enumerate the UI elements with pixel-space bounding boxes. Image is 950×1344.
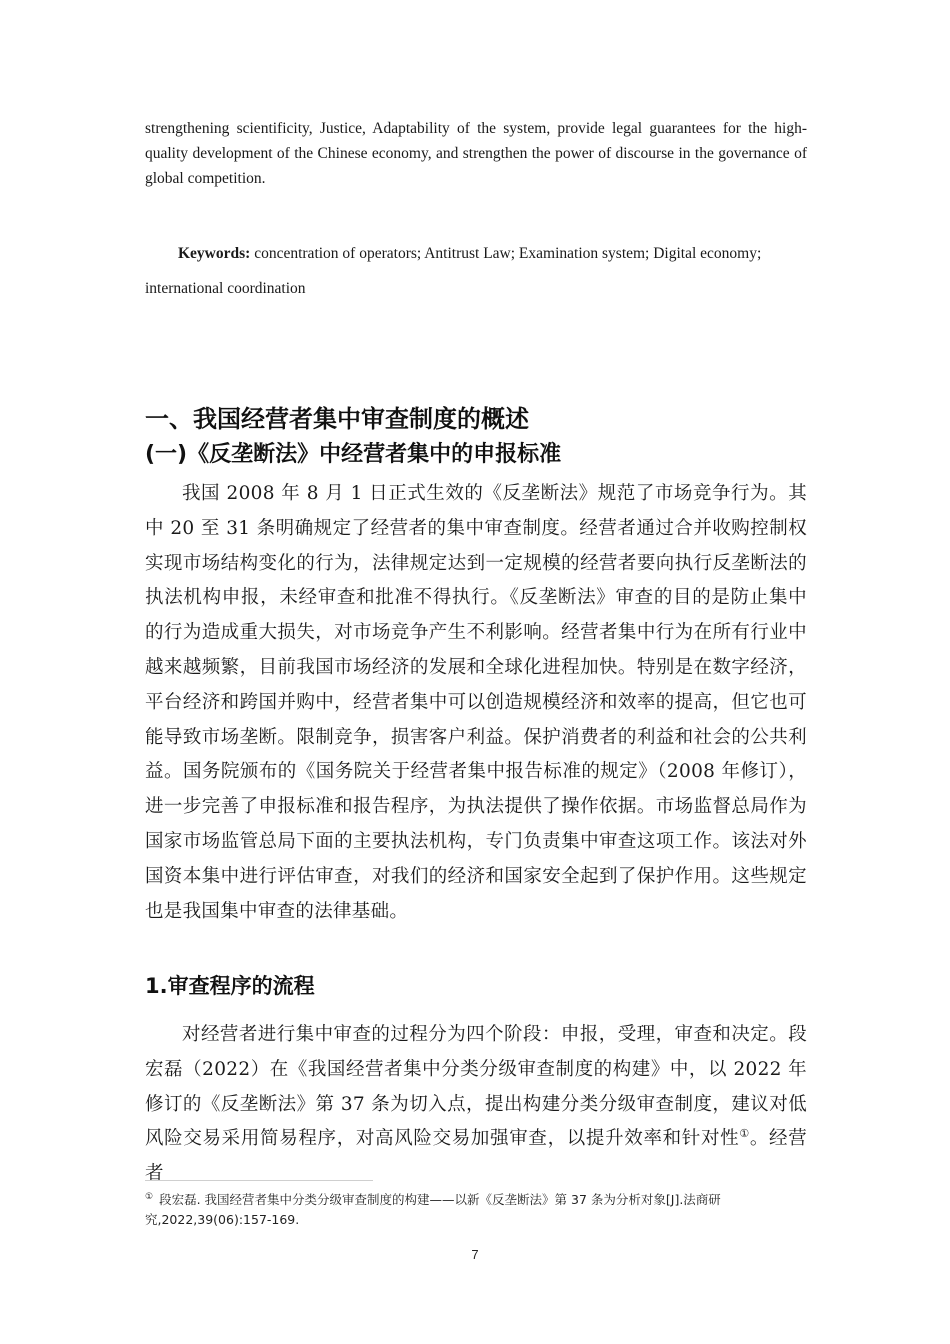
footnote-divider <box>145 1180 373 1181</box>
paragraph-2-text: 对经营者进行集中审查的过程分为四个阶段：申报，受理，审查和决定。段宏磊（2022）在《我国经营者集中分类分级审查制度的构建》中，以 2022 年修订的《反垄断法》第 37 条为切入点，提出构建分类分级审查制度，建议对低风险交易采用简易程序，对高风险交易加强审查，以提升效率和针对性 <box>145 1024 807 1150</box>
page-number: 7 <box>471 1247 479 1262</box>
footnote-text: 段宏磊. 我国经营者集中分类分级审查制度的构建——以新《反垄断法》第 37 条为分析对象[J].法商研究,2022,39(06):157-169. <box>145 1192 721 1227</box>
footnote <box>145 1190 810 1230</box>
subsubsection-heading: 1.审查程序的流程 <box>145 974 315 998</box>
keywords-line <box>145 236 813 306</box>
footnote-mark: ① <box>145 1191 154 1202</box>
section-heading: 一、我国经营者集中审查制度的概述 <box>145 405 529 433</box>
paragraph-2-tail: 。经营者 <box>145 1128 808 1185</box>
abstract-tail-text: strengthening scientificity, Justice, Adaptability of the system, provide legal guarantees for the high-quality development of the Chinese economy, and strengthen the power of discourse in the governance of global competition. <box>145 120 807 187</box>
keywords-text: concentration of operators; Antitrust Law; Examination system; Digital economy; international coordination <box>145 245 762 297</box>
subsection-heading: (一)《反垄断法》中经营者集中的申报标准 <box>145 442 562 467</box>
body-paragraph-1: 我国 2008 年 8 月 1 日正式生效的《反垄断法》规范了市场竞争行为。其中 20 至 31 条明确规定了经营者的集中审查制度。经营者通过合并收购控制权实现市场结构变化的行为，法律规定达到一定规模的经营者要向执行反垄断法的执法机构申报，未经审查和批准不得执行。《反垄断法》审查的目的是防止集中的行为造成重大损失，对市场竞争产生不利影响。经营者集中行为在所有行业中越来越频繁，目前我国市场经济的发展和全球化进程加快。特别是在数字经济，平台经济和跨国并购中，经营者集中可以创造规模经济和效率的提高，但它也可能导致市场垄断。限制竞争，损害客户利益。保护消费者的利益和社会的公共利益。国务院颁布的《国务院关于经营者集中报告标准的规定》（2008 年修订），进一步完善了申报标准和报告程序，为执法提供了操作依据。市场监督总局作为国家市场监管总局下面的主要执法机构，专门负责集中审查这项工作。该法对外国资本集中进行评估审查，对我们的经济和国家安全起到了保护作用。这些规定也是我国集中审查的法律基础。 <box>145 483 807 922</box>
keywords-label: Keywords: <box>178 245 251 262</box>
body-paragraph-2 <box>145 1018 808 1185</box>
footnote-reference[interactable]: ① <box>739 1127 750 1141</box>
